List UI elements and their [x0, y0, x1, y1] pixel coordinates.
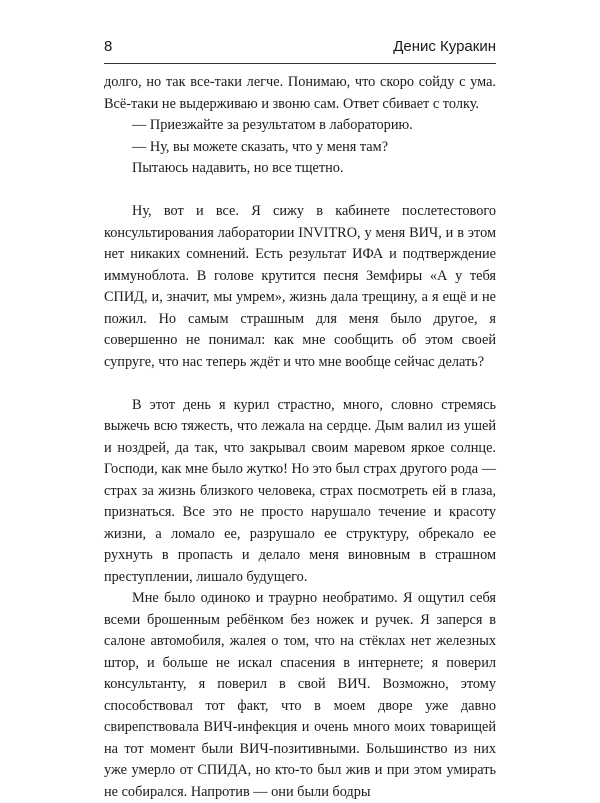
- body-text: [104, 72, 496, 803]
- header-rule: [104, 63, 496, 64]
- paragraph-2: Пытаюсь надавить, но все тщетно.: [132, 160, 344, 176]
- paragraph-1: долго, но так все-таки легче. Понимаю, что скоро сойду с ума. Всё-таки не выдерживаю и звоню сам. Ответ сбивает с толку.: [104, 74, 496, 112]
- section-break: [104, 180, 496, 202]
- section-break: [104, 373, 496, 395]
- running-header: [104, 36, 496, 58]
- dialogue-line-1: — Приезжайте за результатом в лабораторию.: [132, 117, 413, 133]
- page-number: 8: [104, 38, 113, 55]
- paragraph-5: Мне было одиноко и траурно необратимо. Я ощутил себя всеми брошенным ребёнком без ножек и ручек. Я заперся в салоне автомобиля, жалея о том, что на стёклах нет железных штор, и больше не искал спасения в интернете; я поверил консультанту, я поверил в свой ВИЧ. Возможно, этому способствовал тот факт, что в моем дворе уже давно свирепствовала ВИЧ-инфекция и очень много моих товарищей на тот момент были ВИЧ-позитивными. Большинство из них уже умерло от СПИДА, но кто-то был жив и при этом умирать не собирался. Напротив — они были бодры: [104, 590, 496, 800]
- dialogue-line-2: — Ну, вы можете сказать, что у меня там?: [132, 138, 389, 155]
- author-name: Денис Куракин: [393, 38, 496, 55]
- paragraph-3: Ну, вот и все. Я сижу в кабинете послетестового консультирования лаборатории INVITRO, у меня ВИЧ, и в этом нет никаких сомнений. Есть результат ИФА и подтверждение иммуноблота. В голове крутится песня Земфиры «А у тебя СПИД, и, значит, мы умрем», жизнь дала трещину, а я ещё и не пожил. Но самым страшным для меня было другое, я совершенно не понимал: как мне сообщить об этом своей супруге, что нас теперь ждёт и что мне вообще сейчас делать?: [104, 203, 496, 370]
- paragraph-4: В этот день я курил страстно, много, словно стремясь выжечь всю тяжесть, что лежала на сердце. Дым валил из ушей и ноздрей, да так, что закрывал своим маревом яркое солнце. Господи, как мне было жутко! Но это был страх другого рода — страх за жизнь близкого человека, страх посмотреть ей в глаза, признаться. Все это не просто нарушало течение и красоту жизни, а ломало ее, разрушало ее структуру, обрекало ее рухнуть в пропасть и делало меня виновным в страшном преступлении, лишало будущего.: [104, 396, 496, 585]
